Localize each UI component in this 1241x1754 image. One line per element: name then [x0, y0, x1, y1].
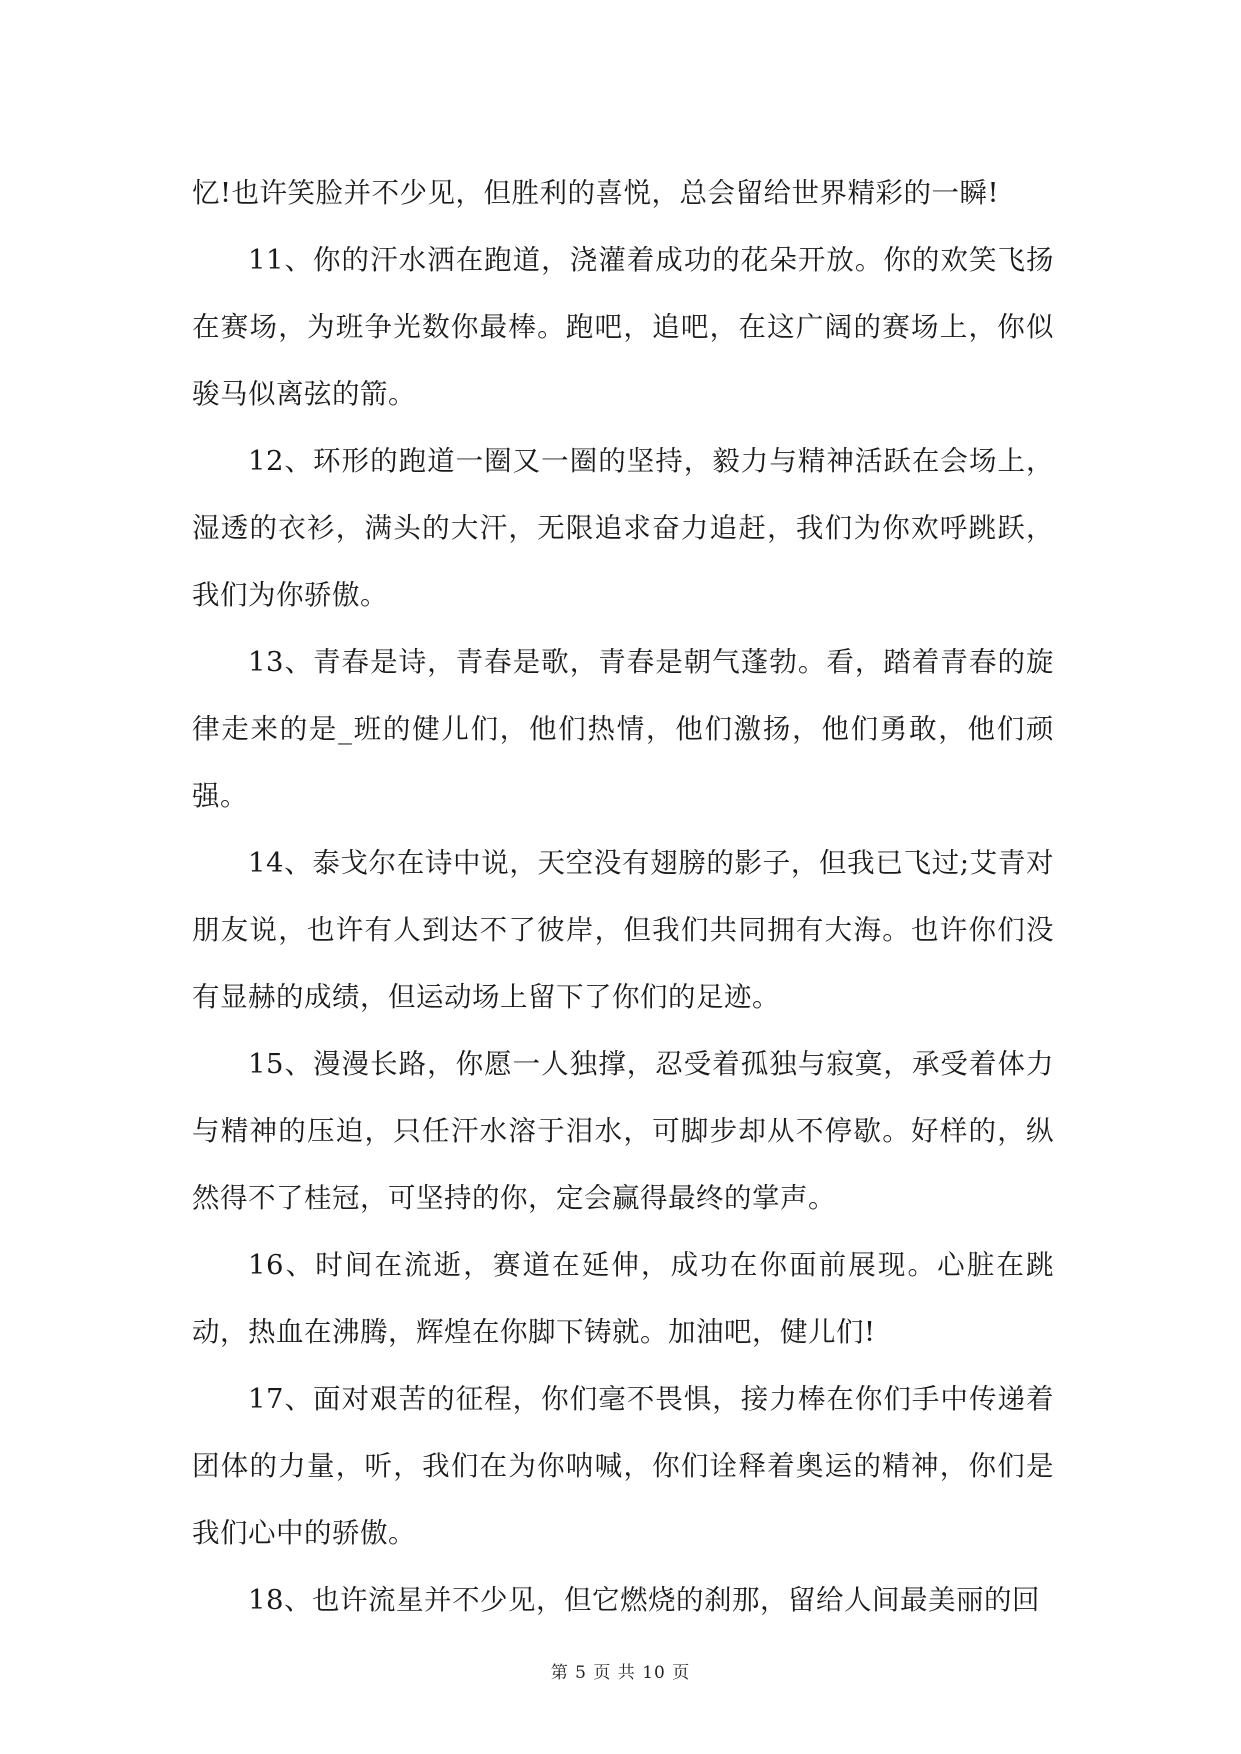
paragraph-continuation: 忆!也许笑脸并不少见，但胜利的喜悦，总会留给世界精彩的一瞬! — [192, 177, 1000, 209]
paragraph-item-13: 13、青春是诗，青春是歌，青春是朝气蓬勃。看，踏着青春的旋律走来的是_班的健儿们，他们热情，他们激扬，他们勇敢，他们顽强。 — [192, 646, 1054, 812]
document-body — [192, 160, 1054, 1634]
paragraph-item-14: 14、泰戈尔在诗中说，天空没有翅膀的影子，但我已飞过;艾青对朋友说，也许有人到达不了彼岸，但我们共同拥有大海。也许你们没有显赫的成绩，但运动场上留下了你们的足迹。 — [192, 847, 1054, 1013]
paragraph-item-11: 11、你的汗水洒在跑道，浇灌着成功的花朵开放。你的欢笑飞扬在赛场，为班争光数你最棒。跑吧，追吧，在这广阔的赛场上，你似骏马似离弦的箭。 — [192, 244, 1054, 410]
page-number-footer: 第 5 页 共 10 页 — [550, 1663, 691, 1683]
paragraph-item-16: 16、时间在流逝，赛道在延伸，成功在你面前展现。心脏在跳动，热血在沸腾，辉煌在你脚下铸就。加油吧，健儿们! — [192, 1249, 1054, 1348]
paragraph-item-12: 12、环形的跑道一圈又一圈的坚持，毅力与精神活跃在会场上，湿透的衣衫，满头的大汗，无限追求奋力追赶，我们为你欢呼跳跃，我们为你骄傲。 — [192, 445, 1054, 611]
paragraph-item-18: 18、也许流星并不少见，但它燃烧的刹那，留给人间最美丽的回 — [248, 1584, 1040, 1616]
paragraph-item-15: 15、漫漫长路，你愿一人独撑，忍受着孤独与寂寞，承受着体力与精神的压迫，只任汗水溶于泪水，可脚步却从不停歇。好样的，纵然得不了桂冠，可坚持的你，定会赢得最终的掌声。 — [192, 1048, 1054, 1214]
paragraph-item-17: 17、面对艰苦的征程，你们毫不畏惧，接力棒在你们手中传递着团体的力量，听，我们在为你呐喊，你们诠释着奥运的精神，你们是我们心中的骄傲。 — [192, 1383, 1054, 1549]
